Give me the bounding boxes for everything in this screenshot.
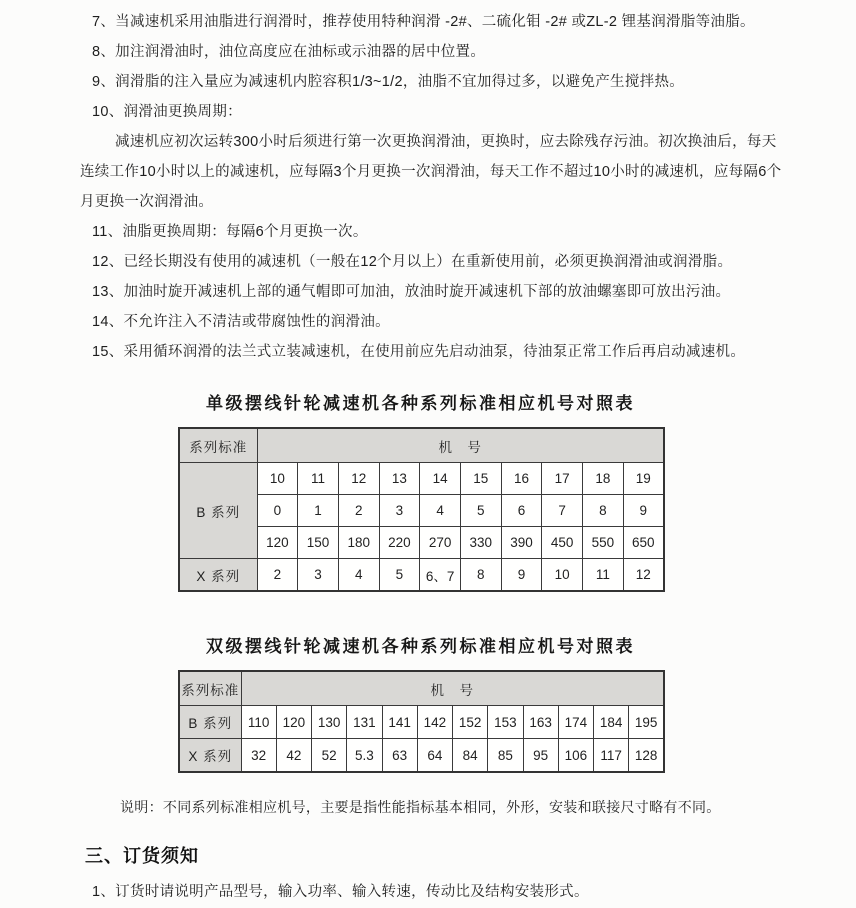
table-cell: 128 (629, 739, 664, 773)
table-cell: 0 (257, 495, 298, 527)
table-cell: 12 (338, 463, 379, 495)
table-cell: 13 (379, 463, 420, 495)
single-stage-table-title: 单级摆线针轮减速机各种系列标准相应机号对照表 (206, 394, 635, 413)
table-cell: 150 (298, 527, 339, 559)
list-item-10: 10、润滑油更换周期： (92, 104, 242, 120)
table-cell: 106 (558, 739, 593, 773)
table-cell: 6 (501, 495, 542, 527)
list-item-9: 9、润滑脂的注入量应为减速机内腔容积1/3~1/2，油脂不宜加得过多，以避免产生搅拌热。 (92, 74, 685, 90)
list-item-13: 13、加油时旋开减速机上部的通气帽即可加油，放油时旋开减速机下部的放油螺塞即可放出污油。 (92, 284, 731, 300)
table-cell: 153 (488, 706, 523, 739)
list-item-11: 11、油脂更换周期：每隔6个月更换一次。 (92, 224, 368, 240)
table-cell: 117 (594, 739, 629, 773)
list-item-7: 7、当减速机采用油脂进行润滑时，推荐使用特种润滑 -2#、二硫化钼 -2# 或ZL-2 锂基润滑脂等油脂。 (92, 14, 755, 30)
table-cell: 2 (338, 495, 379, 527)
table-cell: 10 (257, 463, 298, 495)
table-cell: 5.3 (347, 739, 382, 773)
table-cell: 1 (298, 495, 339, 527)
table-cell: 2 (257, 559, 298, 592)
table-cell: 131 (347, 706, 382, 739)
table-cell: 152 (453, 706, 488, 739)
table-cell: 3 (298, 559, 339, 592)
table-cell: 64 (417, 739, 452, 773)
table-cell: 120 (257, 527, 298, 559)
table-cell: 180 (338, 527, 379, 559)
table-cell: 4 (338, 559, 379, 592)
table-cell: 3 (379, 495, 420, 527)
table-cell: 142 (417, 706, 452, 739)
table-row (179, 739, 664, 773)
table-cell: 220 (379, 527, 420, 559)
table-cell: 450 (542, 527, 583, 559)
table-cell: 14 (420, 463, 461, 495)
table-cell: 9 (623, 495, 664, 527)
double-stage-table (178, 670, 665, 773)
b-series-label: B 系列 (179, 706, 241, 739)
table-cell: 11 (298, 463, 339, 495)
table-cell: 330 (460, 527, 501, 559)
ordering-section-heading: 三、订货须知 (85, 846, 199, 866)
table-cell: 10 (542, 559, 583, 592)
single-stage-table (178, 427, 665, 592)
table-cell: 174 (558, 706, 593, 739)
table-cell: 84 (453, 739, 488, 773)
table-cell: 550 (583, 527, 624, 559)
list-item-12: 12、已经长期没有使用的减速机（一般在12个月以上）在重新使用前，必须更换润滑油或润滑脂。 (92, 254, 733, 270)
list-item-15: 15、采用循环润滑的法兰式立装减速机，在使用前应先启动油泵，待油泵正常工作后再启动减速机。 (92, 344, 746, 360)
table-cell: 11 (583, 559, 624, 592)
table-cell: 163 (523, 706, 558, 739)
table-cell: 42 (276, 739, 311, 773)
table-cell: 130 (312, 706, 347, 739)
double-stage-table-block (178, 634, 663, 773)
table-cell: 4 (420, 495, 461, 527)
single-stage-table-block (178, 391, 663, 592)
machine-number-header: 机 号 (241, 671, 664, 706)
table-row (179, 463, 664, 495)
table-cell: 141 (382, 706, 417, 739)
double-stage-table-title: 双级摆线针轮减速机各种系列标准相应机号对照表 (206, 637, 635, 656)
table-cell: 650 (623, 527, 664, 559)
table-cell: 195 (629, 706, 664, 739)
table-cell: 5 (379, 559, 420, 592)
table-cell: 6、7 (420, 559, 461, 592)
series-standard-header: 系列标准 (179, 671, 241, 706)
table-cell: 18 (583, 463, 624, 495)
table-cell: 9 (501, 559, 542, 592)
table-cell: 85 (488, 739, 523, 773)
table-row (179, 706, 664, 739)
ordering-item-1: 1、订货时请说明产品型号，输入功率、输入转速，传动比及结构安装形式。 (92, 884, 589, 900)
b-series-label: B 系列 (179, 463, 257, 559)
oil-change-paragraph: 减速机应初次运转300小时后须进行第一次更换润滑油，更换时，应去除残存污油。初次换油后，每天连续工作10小时以上的减速机，应每隔3个月更换一次润滑油，每天工作不超过10小时的减速机，应每隔6个月更换一次润滑油。 (80, 134, 782, 210)
table-cell: 110 (241, 706, 276, 739)
machine-number-header: 机 号 (257, 428, 664, 463)
table-cell: 390 (501, 527, 542, 559)
table-cell: 32 (241, 739, 276, 773)
series-standard-header: 系列标准 (179, 428, 257, 463)
table-row (179, 671, 664, 706)
table-cell: 15 (460, 463, 501, 495)
table-cell: 95 (523, 739, 558, 773)
table-cell: 17 (542, 463, 583, 495)
table-row (179, 559, 664, 592)
table-cell: 12 (623, 559, 664, 592)
table-row (179, 428, 664, 463)
table-cell: 52 (312, 739, 347, 773)
table-cell: 63 (382, 739, 417, 773)
table-cell: 5 (460, 495, 501, 527)
table-cell: 8 (583, 495, 624, 527)
table-cell: 16 (501, 463, 542, 495)
table-cell: 8 (460, 559, 501, 592)
table-cell: 7 (542, 495, 583, 527)
table-cell: 184 (594, 706, 629, 739)
x-series-label: X 系列 (179, 739, 241, 773)
table-cell: 19 (623, 463, 664, 495)
list-item-14: 14、不允许注入不清洁或带腐蚀性的润滑油。 (92, 314, 390, 330)
table-cell: 120 (276, 706, 311, 739)
table-note: 说明：不同系列标准相应机号，主要是指性能指标基本相同，外形，安装和联接尺寸略有不同。 (120, 799, 721, 815)
x-series-label: X 系列 (179, 559, 257, 592)
list-item-8: 8、加注润滑油时，油位高度应在油标或示油器的居中位置。 (92, 44, 486, 60)
table-cell: 270 (420, 527, 461, 559)
